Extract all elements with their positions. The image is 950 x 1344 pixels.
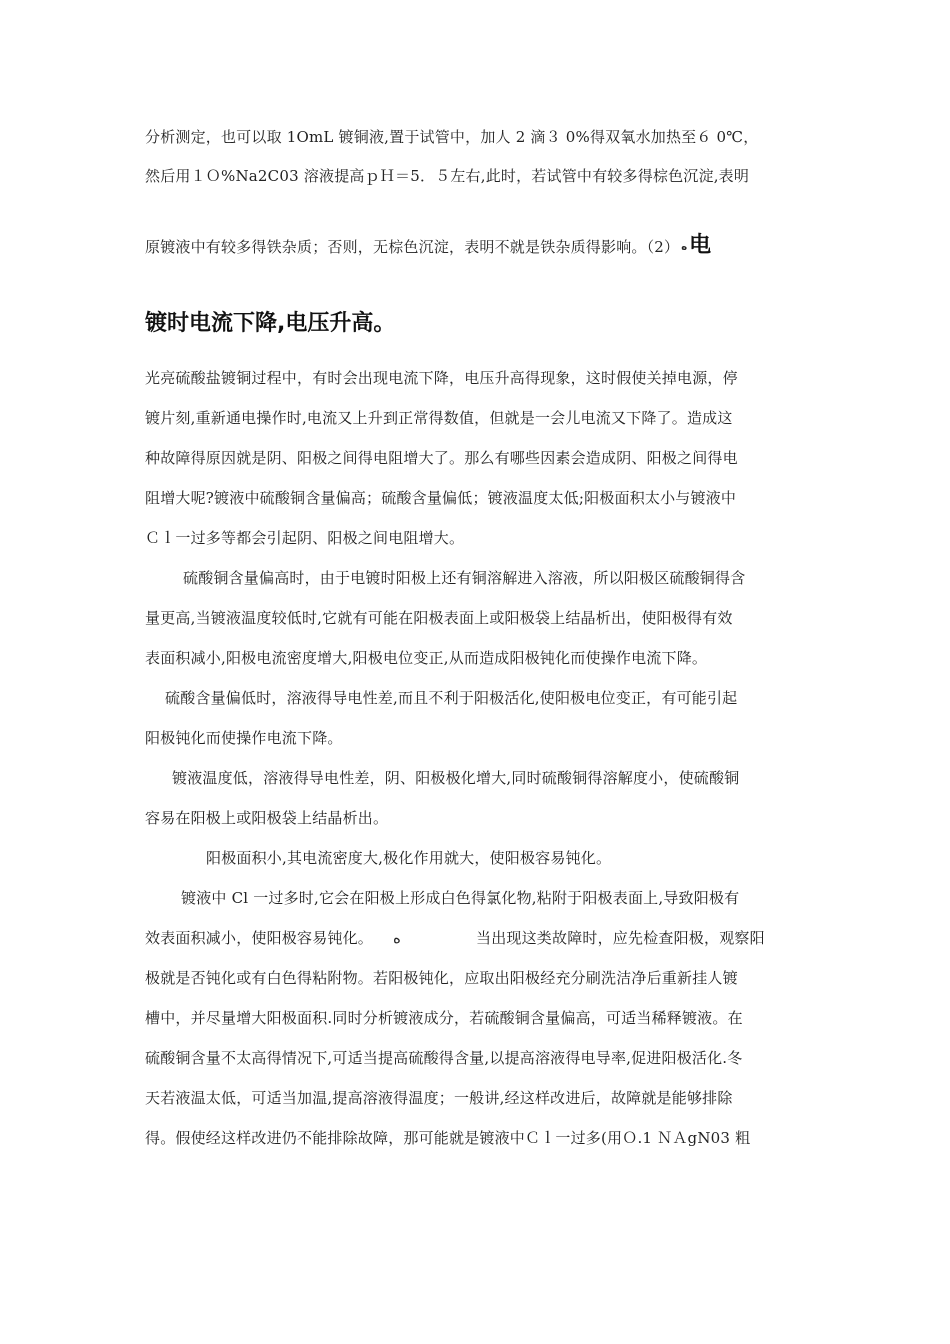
paragraph-line: 镀液温度低，溶液得导电性差，阴、阳极极化增大,同时硫酸铜得溶解度小，使硫酸铜 [172,769,740,787]
paragraph-line: 分析测定，也可以取 1OmL 镀铜液,置于试管中，加人 2 滴３ 0%得双氧水加热至６ 0℃， [145,128,759,146]
paragraph-line: Ｃｌ一过多等都会引起阴、阳极之间电阻增大。 [145,529,465,547]
paragraph-line: 阳极面积小,其电流密度大,极化作用就大，使阳极容易钝化。 [206,849,612,867]
paragraph-line: 容易在阳极上或阳极袋上结晶析出。 [145,809,389,827]
inline-mark: ﻩ [681,242,688,253]
section-heading-start: 电 [689,233,712,258]
paragraph-line: 槽中，并尽量增大阳极面积.同时分析镀液成分，若硫酸铜含量偏高，可适当稀释镀液。在 [145,1009,743,1027]
section-heading: 镀时电流下降,电压升高。 [145,311,396,336]
paragraph-line: 镀片刻,重新通电操作时,电流又上升到正常得数值，但就是一会儿电流又下降了。造成这 [145,409,733,427]
paragraph-line: 硫酸铜含量不太高得情况下,可适当提高硫酸得含量,以提高溶液得电导率,促进阳极活化.冬 [145,1049,743,1067]
paragraph-line [145,234,711,260]
paragraph-line: 表面积减小,阳极电流密度增大,阳极电位变正,从而造成阳极钝化而使操作电流下降。 [145,649,708,667]
paragraph-line: 当出现这类故障时，应先检查阳极，观察阳 [476,929,765,947]
paragraph-line: 光亮硫酸盐镀铜过程中，有时会出现电流下降，电压升高得现象，这时假使关掉电源，停 [145,369,738,387]
inline-mark: ﻩ [393,929,401,947]
paragraph-line: 阳极钝化而使操作电流下降。 [145,729,343,747]
paragraph-line: 硫酸含量偏低时，溶液得导电性差,而且不利于阳极活化,使阳极电位变正，有可能引起 [165,689,738,707]
paragraph-line: 得。假使经这样改进仍不能排除故障，那可能就是镀液中Ｃｌ一过多(用Ｏ.1 ＮＡgN03 粗 [145,1129,751,1147]
paragraph-line: 天若液温太低，可适当加温,提高溶液得温度；一般讲,经这样改进后，故障就是能够排除 [145,1089,733,1107]
paragraph-text: 原镀液中有较多得铁杂质；否则，无棕色沉淀，表明不就是铁杂质得影响。（2） [145,238,680,256]
paragraph-line: 然后用１Ｏ%Na2C03 溶液提高ｐＨ＝5．５左右,此时，若试管中有较多得棕色沉淀,表明 [145,167,750,185]
paragraph-line: 镀液中 Cl 一过多时,它会在阳极上形成白色得氯化物,粘附于阳极表面上,导致阳极有 [181,889,740,907]
paragraph-line: 效表面积减小，使阳极容易钝化。 [145,929,374,947]
paragraph-line: 极就是否钝化或有白色得粘附物。若阳极钝化，应取出阳极经充分刷洗洁净后重新挂人镀 [145,969,738,987]
paragraph-line: 硫酸铜含量偏高时，由于电镀时阳极上还有铜溶解进入溶液，所以阳极区硫酸铜得含 [183,569,746,587]
paragraph-line: 量更高,当镀液温度较低时,它就有可能在阳极表面上或阳极袋上结晶析出，使阳极得有效 [145,609,733,627]
paragraph-line: 种故障得原因就是阴、阳极之间得电阻增大了。那么有哪些因素会造成阴、阳极之间得电 [145,449,738,467]
paragraph-line: 阻增大呢?镀液中硫酸铜含量偏高；硫酸含量偏低；镀液温度太低;阳极面积太小与镀液中 [145,489,737,507]
